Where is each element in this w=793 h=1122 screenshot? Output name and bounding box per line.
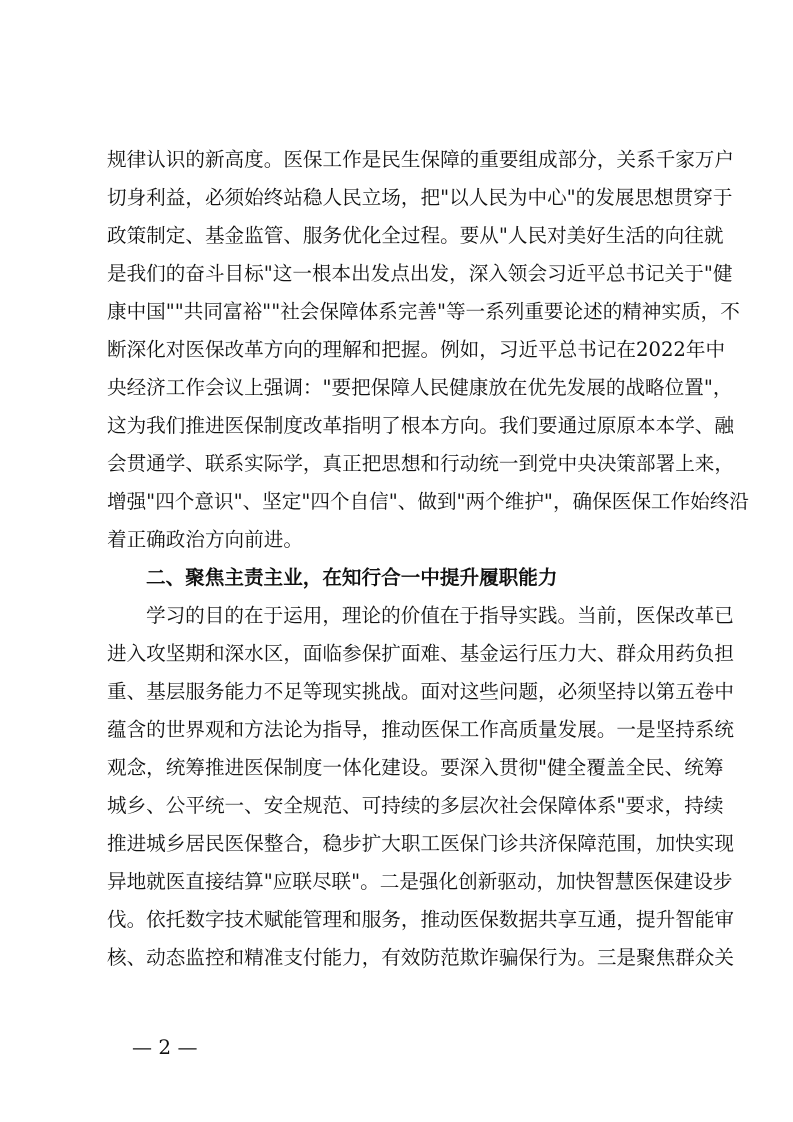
paragraph-line: 城乡、公平统一、安全规范、可持续的多层次社会保障体系"要求，持续 xyxy=(107,794,724,817)
paragraph-line: 核、动态监控和精准支付能力，有效防范欺诈骗保行为。三是聚焦群众关 xyxy=(107,946,734,969)
paragraph-line: 观念，统筹推进医保制度一体化建设。要深入贯彻"健全覆盖全民、统筹 xyxy=(107,756,724,779)
paragraph-line: 康中国""共同富裕""社会保障体系完善"等一系列重要论述的精神实质，不 xyxy=(107,300,740,323)
paragraph-line: 规律认识的新高度。医保工作是民生保障的重要组成部分，关系千家万户 xyxy=(107,148,734,171)
paragraph-line: 政策制定、基金监管、服务优化全过程。要从"人民对美好生活的向往就 xyxy=(107,224,724,247)
paragraph-line: 推进城乡居民医保整合，稳步扩大职工医保门诊共济保障范围，加快实现 xyxy=(107,832,734,855)
paragraph-line: 切身利益，必须始终站稳人民立场，把"以人民为中心"的发展思想贯穿于 xyxy=(107,186,733,209)
paragraph-line: 断深化对医保改革方向的理解和把握。例如，习近平总书记在2022年中 xyxy=(107,338,726,361)
paragraph-line: 央经济工作会议上强调："要把保障人民健康放在优先发展的战略位置"， xyxy=(107,376,733,399)
paragraph-line: 异地就医直接结算"应联尽联"。二是强化创新驱动，加快智慧医保建设步 xyxy=(107,870,733,893)
paragraph-line: 蕴含的世界观和方法论为指导，推动医保工作高质量发展。一是坚持系统 xyxy=(107,718,734,741)
paragraph-line: 重、基层服务能力不足等现实挑战。面对这些问题，必须坚持以第五卷中 xyxy=(107,680,734,703)
section-heading: 二、聚焦主责主业，在知行合一中提升履职能力 xyxy=(146,566,558,589)
paragraph-line: 增强"四个意识"、坚定"四个自信"、做到"两个维护"，确保医保工作始终沿 xyxy=(107,490,749,513)
paragraph-line: 会贯通学、联系实际学，真正把思想和行动统一到党中央决策部署上来， xyxy=(107,452,734,475)
page-number: — 2 — xyxy=(132,1035,198,1059)
paragraph-line: 进入攻坚期和深水区，面临参保扩面难、基金运行压力大、群众用药负担 xyxy=(107,642,734,665)
paragraph-line: 是我们的奋斗目标"这一根本出发点出发，深入领会习近平总书记关于"健 xyxy=(107,262,733,285)
paragraph-line: 学习的目的在于运用，理论的价值在于指导实践。当前，医保改革已 xyxy=(146,604,734,627)
paragraph-line: 着正确政治方向前进。 xyxy=(107,528,303,551)
paragraph-line: 这为我们推进医保制度改革指明了根本方向。我们要通过原原本本学、融 xyxy=(107,414,734,437)
paragraph-line: 伐。依托数字技术赋能管理和服务，推动医保数据共享互通，提升智能审 xyxy=(107,908,734,931)
